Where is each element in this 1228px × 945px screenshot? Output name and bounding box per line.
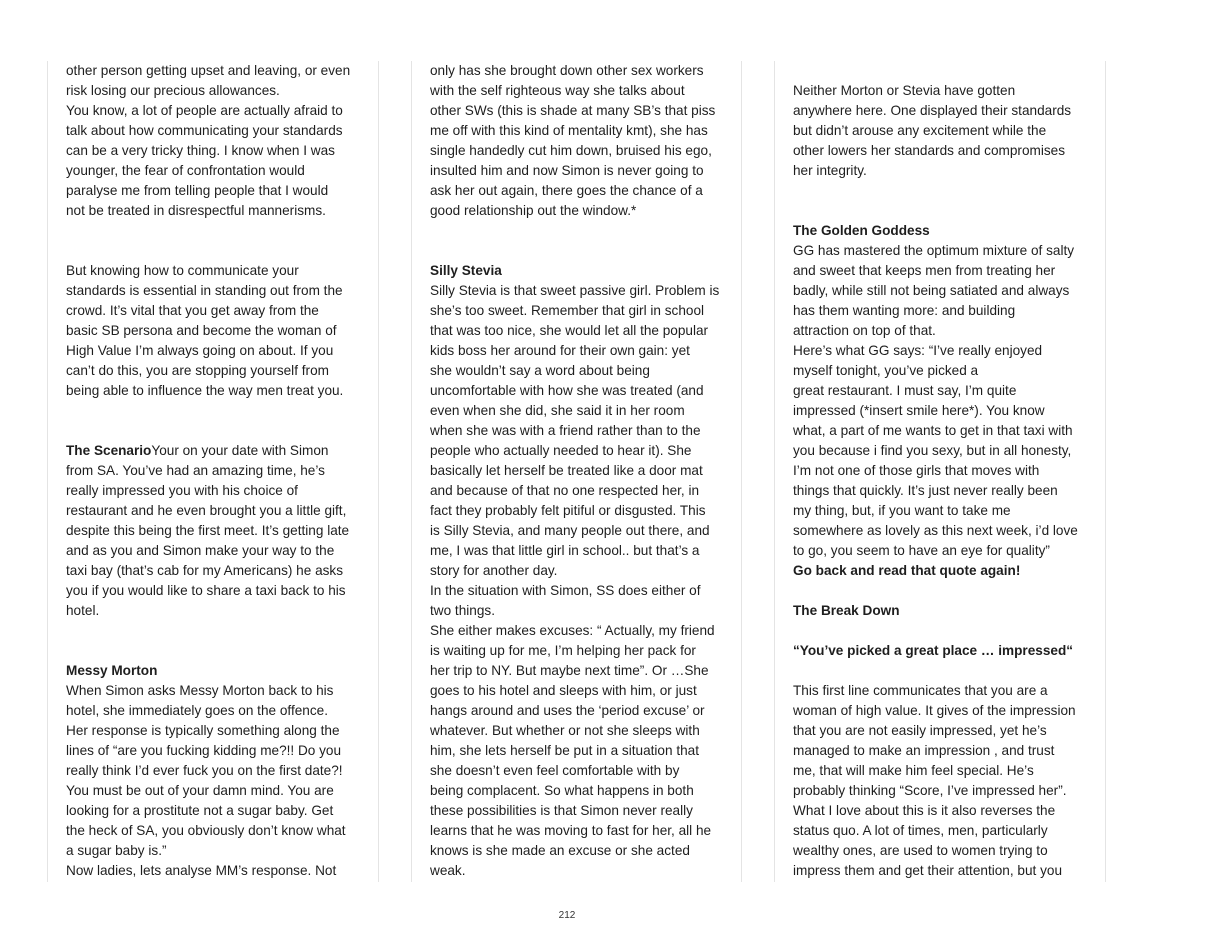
text-line: woman of high value. It gives of the impression [793,703,1076,718]
text-line: not be treated in disrespectful mannerisms. [66,203,326,218]
page-number: 212 [558,910,576,921]
text-line: risk losing our precious allowances. [66,83,280,98]
text-line: knows is she made an excuse or she acted [430,843,690,858]
text-line: being complacent. So what happens in both [430,783,694,798]
text-line: two things. [430,603,495,618]
text-line: impressed (*insert smile here*). You know [793,403,1045,418]
text-line [430,261,719,281]
bold-heading: Messy Morton [66,663,158,678]
text-line: When Simon asks Messy Morton back to his [66,683,334,698]
text-line: and sweet that keeps men from treating her [793,263,1056,278]
text-line: managed to make an impression , and trust [793,743,1055,758]
text-line: insulted him and now Simon is never going to [430,163,704,178]
text-line: she’s too sweet. Remember that girl in school [430,303,705,318]
text-line: In the situation with Simon, SS does either of [430,583,701,598]
text-line: myself tonight, you’ve picked a [793,363,979,378]
text-line: me, I was that little girl in school.. but that’s a [430,543,700,558]
text-line: wealthy ones, are used to women trying to [793,843,1048,858]
text-line: goes to his hotel and sleeps with him, or just [430,683,697,698]
text-line [66,221,350,241]
text-line: I’m not one of those girls that moves with [793,463,1040,478]
text-line: she wouldn’t say a word about being [430,363,650,378]
text-line: things that quickly. It’s just never really been [793,483,1058,498]
text-column-1 [47,61,379,882]
text-line: standards is essential in standing out from the [66,283,343,298]
text-line: whatever. But whether or not she sleeps with [430,723,700,738]
text-line: talk about how communicating your standards [66,123,343,138]
text-line [793,181,1078,201]
text-line: badly, while still not being satiated and always [793,283,1070,298]
text-line: other person getting upset and leaving, or even [66,63,351,78]
text-line: the heck of SA, you obviously don’t know what [66,823,346,838]
text-line: that you are not easily impressed, yet he’s [793,723,1047,738]
text-line [66,241,350,261]
text-line: these possibilities is that Simon never really [430,803,693,818]
text-line: impress them and get their attention, but you [793,863,1063,878]
text-line: You know, a lot of people are actually afraid to [66,103,343,118]
text-line: other lowers her standards and compromises [793,143,1066,158]
text-line: probably thinking “Score, I’ve impressed her”. [793,783,1067,798]
text-line: other SWs (this is shade at many SB’s that piss [430,103,716,118]
bold-heading: The Scenario [66,443,152,458]
text-line: single handedly cut him down, bruised his ego, [430,143,712,158]
text-line: uncomfortable with how she was treated (and [430,383,704,398]
text-line: can’t do this, you are stopping yourself from [66,363,329,378]
text-line: GG has mastered the optimum mixture of salty [793,243,1075,258]
text-line: crowd. It’s vital that you get away from the [66,303,319,318]
text-line: attraction on top of that. [793,323,936,338]
text-line [66,621,350,641]
text-line: hotel, she immediately goes on the offence. [66,703,328,718]
text-line: weak. [430,863,466,878]
bold-heading: The Golden Goddess [793,223,930,238]
text-line: hangs around and uses the ‘period excuse’ or [430,703,705,718]
text-line: and as you and Simon make your way to the [66,543,335,558]
text-line [793,561,1078,581]
text-line: kids boss her around for their own gain: yet [430,343,690,358]
text-line: High Value I’m always going on about. If you [66,343,334,358]
text-line: basically let herself be treated like a door mat [430,463,703,478]
text-line: is Silly Stevia, and many people out there, and [430,523,710,538]
text-line: Silly Stevia is that sweet passive girl. Problem is [430,283,720,298]
text-line: only has she brought down other sex workers [430,63,704,78]
text-line: Neither Morton or Stevia have gotten [793,83,1016,98]
text-line: that was too nice, she would let all the popular [430,323,709,338]
text-line: you if you would like to share a taxi back to his [66,583,346,598]
text-line: even when she did, she said it in her room [430,403,685,418]
text-line: good relationship out the window.* [430,203,637,218]
text-line: she doesn’t even feel comfortable with by [430,763,680,778]
text-line: paralyse me from telling people that I would [66,183,329,198]
text-line: being able to influence the way men treat you. [66,383,344,398]
text-line: You must be out of your damn mind. You are [66,783,334,798]
text-line: can be a very tricky thing. I know when I was [66,143,335,158]
text-line: lines of “are you fucking kidding me?!! Do you [66,743,342,758]
text-line: me off with this kind of mentality kmt), she has [430,123,708,138]
text-line [66,661,350,681]
text-line [66,401,350,421]
text-line: when she was with a friend rather than to the [430,423,701,438]
text-line: taxi bay (that’s cab for my Americans) he asks [66,563,344,578]
text-line: me, that will make him feel special. He’s [793,763,1034,778]
text-line: basic SB persona and become the woman of [66,323,337,338]
bold-heading: The Break Down [793,603,900,618]
text-line: has them wanting more: and building [793,303,1016,318]
text-line: learns that he was moving to fast for her, all he [430,823,712,838]
text-line: really impressed you with his choice of [66,483,298,498]
text-line [793,201,1078,221]
text-line: her trip to NY. But maybe next time”. Or …She [430,663,709,678]
text-line: people who actually needed to hear it). She [430,443,692,458]
text-line [793,221,1078,241]
text-line: ask her out again, there goes the chance of a [430,183,703,198]
text-line: to go, you seem to have an eye for quality” [793,543,1050,558]
text-column-3 [774,61,1106,882]
text-line [66,441,350,461]
text-line: her integrity. [793,163,867,178]
text-line: but didn’t arouse any excitement while the [793,123,1047,138]
bold-heading: “You’ve picked a great place … impressed“ [793,643,1074,658]
text-line: story for another day. [430,563,558,578]
text-line: my thing, but, if you want to take me [793,503,1011,518]
text-line: despite this being the first meet. It’s getting late [66,523,350,538]
text-line: What I love about this is it also reverses the [793,803,1056,818]
text-line: with the self righteous way she talks about [430,83,685,98]
text-line [793,61,1078,81]
bold-heading: Go back and read that quote again! [793,563,1021,578]
text-column-2 [411,61,742,882]
text-line: status quo. A lot of times, men, particularly [793,823,1048,838]
text-line: you because i find you sexy, but in all honesty, [793,443,1072,458]
text-line: looking for a prostitute not a sugar baby. Get [66,803,334,818]
text-line [66,421,350,441]
text-line: But knowing how to communicate your [66,263,299,278]
text-line: Her response is typically something along the [66,723,340,738]
text-line: from SA. You’ve had an amazing time, he’s [66,463,325,478]
text-line: Here’s what GG says: “I’ve really enjoyed [793,343,1043,358]
text-line: This first line communicates that you are a [793,683,1048,698]
text-line [793,661,1078,681]
text-line: is waiting up for me, I’m helping her pack for [430,643,696,658]
text-line: him, she lets herself be put in a situation that [430,743,700,758]
text-line [430,241,719,261]
text-line: Now ladies, lets analyse MM’s response. Not [66,863,337,878]
text-line [793,601,1078,621]
text-line: a sugar baby is.” [66,843,167,858]
text-line: somewhere as lovely as this next week, i’d love [793,523,1078,538]
text-line [793,581,1078,601]
text-line: hotel. [66,603,100,618]
text-line: fact they probably felt pitiful or disgusted. This [430,503,706,518]
text-line: what, a part of me wants to get in that taxi with [793,423,1073,438]
text-line: really think I’d ever fuck you on the first date?! [66,763,343,778]
text-line [793,641,1078,661]
text-line [430,221,719,241]
text-line: restaurant and he even brought you a little gift, [66,503,347,518]
text-line: She either makes excuses: “ Actually, my friend [430,623,715,638]
text-line [793,621,1078,641]
text-line: younger, the fear of confrontation would [66,163,305,178]
text-line: great restaurant. I must say, I’m quite [793,383,1017,398]
bold-heading: Silly Stevia [430,263,502,278]
line-text: Your on your date with Simon [151,443,329,458]
text-line [66,641,350,661]
text-line: and because of that no one respected her, in [430,483,700,498]
text-line: anywhere here. One displayed their standards [793,103,1072,118]
